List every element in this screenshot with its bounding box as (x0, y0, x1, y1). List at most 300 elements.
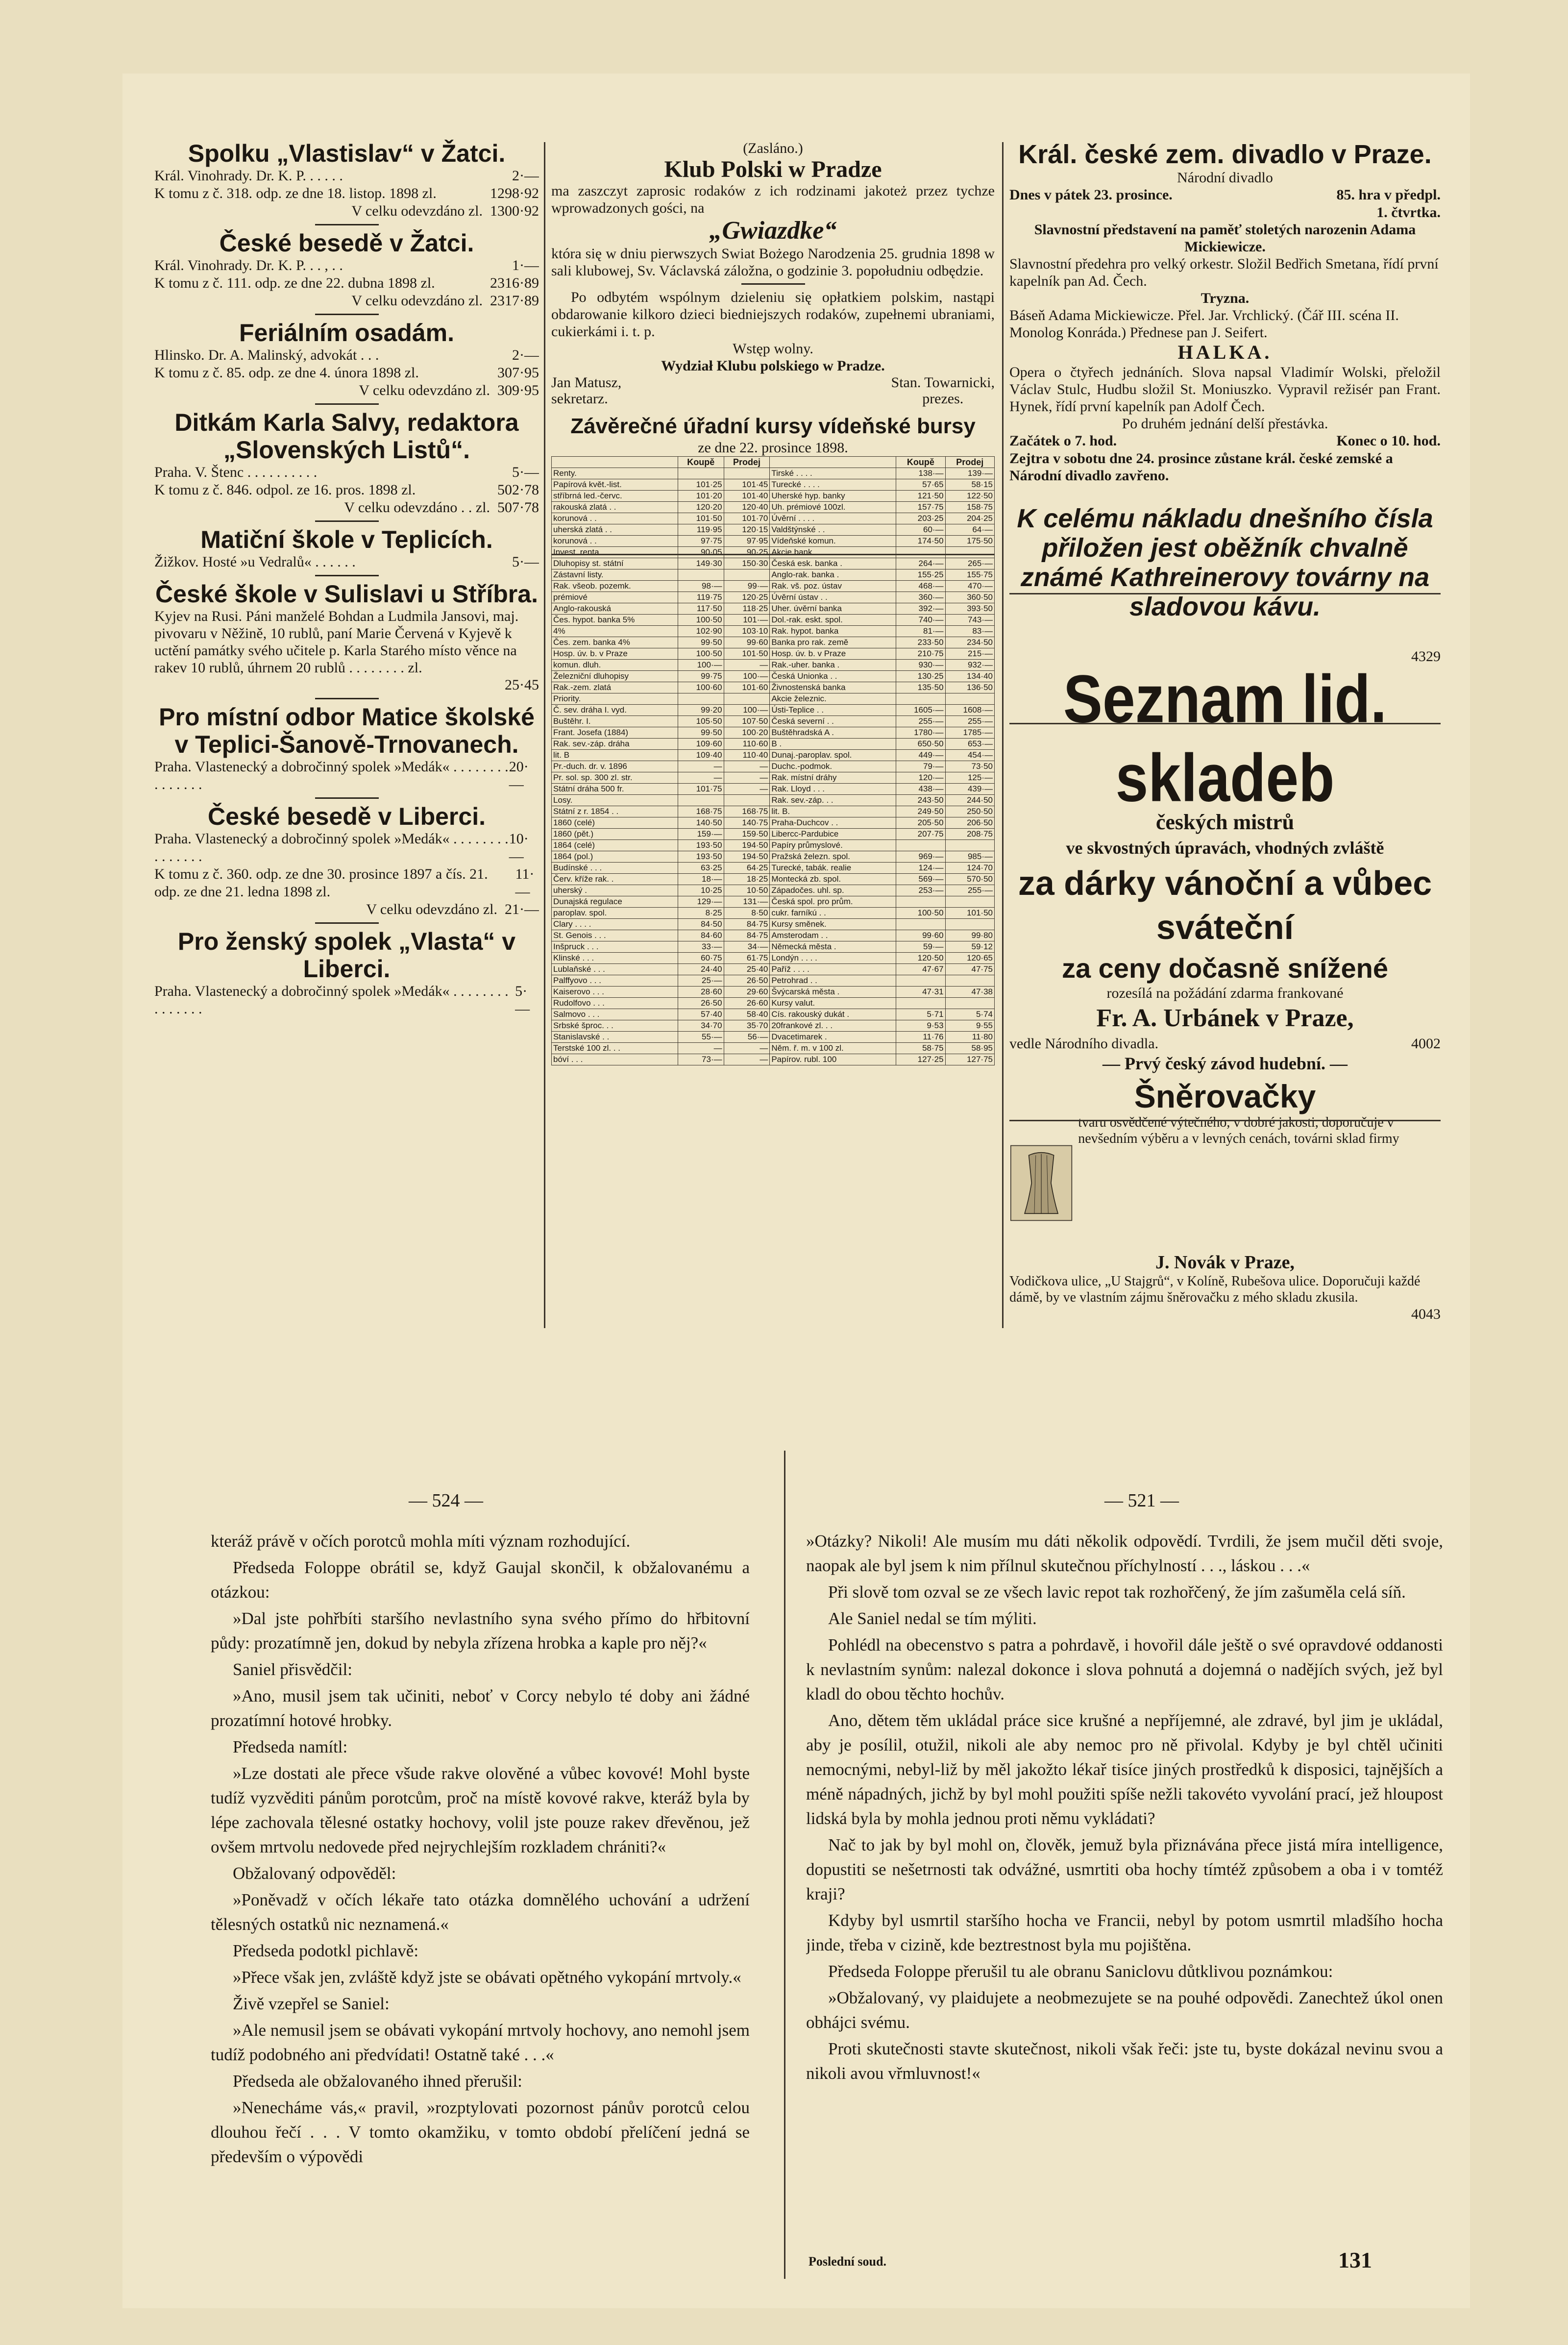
table-cell-value: 120·20 (678, 502, 724, 513)
table-row (552, 1043, 995, 1054)
zaslano-label: (Zasláno.) (743, 140, 803, 156)
table-cell-value: 159·50 (724, 829, 770, 840)
table-cell-value: 81·— (896, 626, 945, 637)
table-cell-value (678, 795, 724, 806)
table-cell-value: 969·— (896, 851, 945, 863)
urbanek-address: vedle Národního divadla. 4002 (1009, 1036, 1441, 1052)
section-title: Spolku „Vlastislav“ v Žatci. (188, 140, 506, 167)
table-cell-value: 1605·— (896, 705, 945, 716)
table-cell-label: Česká severní . . (770, 716, 896, 727)
table-cell-label: Libercc-Pardubice (770, 829, 896, 840)
donation-section (154, 703, 539, 799)
table-cell-label: Čes. hypot. banka 5% (552, 615, 678, 626)
table-cell-label: Kursy směnek. (770, 919, 896, 930)
table-cell-value: 175·50 (945, 536, 994, 547)
table-cell-value: 73·50 (945, 761, 994, 772)
story-paragraph: Ale Saniel nedal se tím mýliti. (828, 1609, 1037, 1628)
table-cell-label: Česká esk. banka . (770, 558, 896, 569)
table-cell-label: Inšpruck . . . (552, 941, 678, 953)
closure-note: Zejtra v sobotu dne 24. prosince zůstane král. české zemské a Národní divadlo zavřeno. (1009, 450, 1393, 484)
table-cell-label: Salmovo . . . (552, 1009, 678, 1020)
seznam-send: rozesílá na požádání zdarma frankované (1106, 985, 1344, 1001)
snerovacky-text: tvaru osvědčené výtečného, v dobré jakosti, doporučuje v nevšedním výběru a v levných cenách, továrni sklad firmy (1078, 1115, 1399, 1146)
donation-row: Praha. V. Štenc . . . . . . . . . . 5·— (154, 464, 539, 480)
table-cell-label: Živnostenská banka (770, 682, 896, 693)
table-cell-value: 150·30 (724, 558, 770, 569)
story-paragraph: Živě vzepřel se Saniel: (233, 1994, 390, 2013)
halka-text: Opera o čtyřech jednáních. Slova napsal Vladimír Wolski, přeložil Václav Stulc, Hudbu složil St. Moniuszko. Vypravil režisér pan Frant. Hynek, řídí první kapelník pan Adolf Čech. (1009, 364, 1441, 415)
bursy-title: Závěrečné úřadní kursy vídeňské bursy (570, 414, 976, 438)
table-cell-label: Montecká zb. spol. (770, 874, 896, 885)
donation-section (154, 803, 539, 924)
donation-row: Praha. Vlastenecký a dobročinný spolek »Medák« . . . . . . . . . . . . . . . 5·— (154, 983, 530, 1017)
table-cell-label: Švýcarská města . (770, 987, 896, 998)
total-row: V celku odevzdáno zl. 1300·92 (351, 203, 539, 219)
divider (1009, 1120, 1441, 1121)
table-cell-value: 99·50 (678, 637, 724, 648)
table-cell-label: Clary . . . . (552, 919, 678, 930)
table-cell-value: 360·50 (945, 592, 994, 603)
table-cell-label: Dluhopisy st. státní (552, 558, 678, 569)
table-cell-value: 157·75 (896, 502, 945, 513)
story-paragraph: Proti skutečnosti stavte skutečnost, nikoli však řeči: jste tu, byste dokázal nevinu svou a nikoli avou vřmluvnost!« (806, 2039, 1443, 2083)
table-cell-value: 205·50 (896, 817, 945, 829)
story-paragraph: »Dal jste pohřbíti staršího nevlastního syna svého přímo do hřbitovní půdy: prozatímně jen, dokud by nebyla zřízena hrobka a kaple pro něj?« (211, 1609, 750, 1653)
theatre-overture: Slavnostní předehra pro velký orkestr. Složil Bedřich Smetana, řídí první kapelník pan Ad. Čech. (1009, 256, 1439, 289)
table-cell-value: 253·— (896, 885, 945, 896)
table-cell-value: 1608·— (945, 705, 994, 716)
table-cell-label: rakouská zlatá . . (552, 502, 678, 513)
table-row (552, 829, 995, 840)
table-cell-value: 101·70 (724, 513, 770, 524)
table-cell-label: Tirské . . . . (770, 468, 896, 479)
table-cell-value: — (724, 761, 770, 772)
table-cell-value: 117·50 (678, 603, 724, 615)
table-cell-value: 101·75 (678, 784, 724, 795)
table-cell-label: Červ. kříže rak. . (552, 874, 678, 885)
table-cell-value: 101·20 (678, 491, 724, 502)
story-paragraph: »Přece však jen, zvláště když jste se obávati opětného vykopání mrtvoly.« (233, 1968, 741, 1987)
story-paragraph: »Obžalovaný, vy plaidujete a neobmezujete se na pouhé odpovědi. Zanechtež úkol onen obhájci svému. (806, 1988, 1443, 2032)
table-cell-value: 130·25 (896, 671, 945, 682)
donations-column (154, 140, 539, 1267)
table-row (552, 964, 995, 975)
table-cell-value: 97·95 (724, 536, 770, 547)
table-cell-label: Hosp. úv. b. v Praze (552, 648, 678, 660)
table-cell-value: 58·75 (896, 1043, 945, 1054)
story-paragraph: Předseda ale obžalovaného ihned přerušil: (233, 2072, 522, 2091)
section-title: Pro ženský spolek „Vlasta“ v Liberci. (177, 928, 516, 983)
total-row: V celku odevzdáno . . zl. 507·78 (344, 499, 539, 516)
table-row (552, 1032, 995, 1043)
section-title: České škole v Sulislavi u Stříbra. (155, 580, 538, 608)
table-row (552, 941, 995, 953)
ad-number: 4043 (1411, 1306, 1441, 1322)
table-row (552, 953, 995, 964)
table-cell-label: Palffyovo . . . (552, 975, 678, 987)
donation-row: Praha. Vlastenecký a dobročinný spolek »Medák« . . . . . . . . . . . . . . . 20·— (154, 759, 529, 792)
total-row: V celku odevzdáno zl. 21·— (366, 901, 539, 917)
table-cell-value: 99·60 (896, 930, 945, 941)
table-cell-value: 393·50 (945, 603, 994, 615)
donation-section (154, 229, 539, 315)
table-cell-value: 57·65 (896, 479, 945, 491)
table-cell-value (896, 840, 945, 851)
table-cell-value: 127·75 (945, 1054, 994, 1065)
table-cell-label: 1860 (celé) (552, 817, 678, 829)
table-cell-label: Dunaj.-paroplav. spol. (770, 750, 896, 761)
footer-page-number: 131 (1338, 2247, 1372, 2272)
table-cell-value: 100·— (724, 705, 770, 716)
table-cell-label: Turecké, tabák. realie (770, 863, 896, 874)
seznam-prices: za ceny dočasně snížené (1061, 953, 1389, 984)
table-row (552, 1009, 995, 1020)
page-number-left: — 524 — (409, 1490, 483, 1511)
table-cell-value: 110·40 (724, 750, 770, 761)
table-cell-value: 124·— (896, 863, 945, 874)
table-cell-value: 255·— (896, 716, 945, 727)
table-cell-label: Úvěrní ústav . . (770, 592, 896, 603)
table-cell-label: 1860 (pět.) (552, 829, 678, 840)
table-cell-value: 73·— (678, 1054, 724, 1065)
urbanek-slogan: — Prvý český závod hudební. — (1102, 1054, 1348, 1073)
separator (315, 520, 379, 522)
table-cell-label: Železniční dluhopisy (552, 671, 678, 682)
table-row (552, 739, 995, 750)
story-paragraph: Saniel přisvědčil: (233, 1660, 352, 1679)
table-row (552, 795, 995, 806)
table-cell-value: 119·95 (678, 524, 724, 536)
table-cell-value: 101·25 (678, 479, 724, 491)
separator (741, 283, 805, 285)
table-cell-label: korunová . . (552, 513, 678, 524)
table-cell-value: — (678, 1043, 724, 1054)
table-cell-value: 215·— (945, 648, 994, 660)
table-cell-value: 203·25 (896, 513, 945, 524)
bursy-date: ze dne 22. prosince 1898. (698, 440, 848, 456)
club-date: która się w dniu pierwszych Swiat Bożego Narodzenia 25. grudnia 1898 w sali klubowej, Sv. Václavská záložna, o godzinie 3. popołudniu odbędzie. (551, 246, 995, 279)
table-cell-label: Akcie železnic. (770, 693, 896, 705)
column-rule (1002, 142, 1004, 1328)
table-cell-label: Vídeňské komun. (770, 536, 896, 547)
table-cell-label: Stanislavské . . (552, 1032, 678, 1043)
table-cell-label: Dvacetimarek . (770, 1032, 896, 1043)
table-row (552, 761, 995, 772)
table-cell-value: 930·— (896, 660, 945, 671)
table-cell-value: 26·50 (678, 998, 724, 1009)
table-cell-value: 99·— (724, 581, 770, 592)
table-cell-label: 20frankové zl. . . (770, 1020, 896, 1032)
table-row (552, 806, 995, 817)
table-cell-value (896, 896, 945, 908)
table-cell-value: 120·65 (945, 953, 994, 964)
table-cell-value: 33·— (678, 941, 724, 953)
divider (1009, 593, 1441, 594)
table-row (552, 998, 995, 1009)
table-cell-value: 102·90 (678, 626, 724, 637)
table-cell-value: 109·60 (678, 739, 724, 750)
table-cell-value: 63·25 (678, 863, 724, 874)
table-cell-label: Rak.-zem. zlatá (552, 682, 678, 693)
separator (315, 698, 379, 699)
table-row (552, 727, 995, 739)
table-cell-value: — (724, 660, 770, 671)
table-cell-value (945, 840, 994, 851)
story-paragraph: »Otázky? Nikoli! Ale musím mu dáti několik odpovědí. Tvrdili, že jsem mučil děti svoje, naopak ale byl jsem k nim přílnul skutečnou příchylností . . ., láskou . . .« (806, 1531, 1443, 1575)
table-cell-value: 244·50 (945, 795, 994, 806)
table-cell-label: 1864 (celé) (552, 840, 678, 851)
gwiazdka-title: „Gwiazdke“ (709, 217, 837, 245)
table-cell-label: Západočes. uhl. sp. (770, 885, 896, 896)
table-cell-label: Srbské šproc. . . (552, 1020, 678, 1032)
table-cell-value: 101·40 (724, 491, 770, 502)
table-cell-label: Rak. místní dráhy (770, 772, 896, 784)
theatre-occasion: Slavnostní představení na paměť stoletých narozenin Adama Mickiewicze. (1034, 222, 1416, 255)
table-row (552, 682, 995, 693)
table-cell-value: 101·60 (724, 682, 770, 693)
table-cell-value: 1785·— (945, 727, 994, 739)
table-cell-value: 110·60 (724, 739, 770, 750)
table-cell-value: 109·40 (678, 750, 724, 761)
donation-row: Praha. Vlastenecký a dobročinný spolek »Medák« . . . . . . . . . . . . . . . 10·— (154, 831, 529, 864)
table-cell-value (945, 547, 994, 558)
divider (551, 554, 995, 555)
donation-section (154, 319, 539, 405)
section-title: České besedě v Liberci. (208, 803, 486, 830)
table-cell-label: korunová . . (552, 536, 678, 547)
intermission: Po druhém jednání delší přestávka. (1122, 416, 1328, 432)
table-cell-value: — (678, 772, 724, 784)
table-cell-label: Pr.-duch. dr. v. 1896 (552, 761, 678, 772)
theatre-ctvrtka: 1. čtvrtka. (1376, 204, 1441, 221)
table-cell-value (896, 693, 945, 705)
table-row (552, 919, 995, 930)
table-cell-value: 234·50 (945, 637, 994, 648)
table-header: Koupě Prodej Koupě Prodej (552, 457, 995, 468)
table-cell-value (896, 547, 945, 558)
table-row (552, 817, 995, 829)
table-cell-value: 57·40 (678, 1009, 724, 1020)
table-row (552, 513, 995, 524)
table-cell-value: 59·— (896, 941, 945, 953)
story-paragraph: Předseda podotkl pichlavě: (233, 1941, 419, 1960)
table-cell-value (896, 998, 945, 1009)
table-row (552, 558, 995, 569)
table-cell-value: 127·25 (896, 1054, 945, 1065)
table-cell-value: 139·— (945, 468, 994, 479)
table-row (552, 1020, 995, 1032)
table-cell-value: 26·60 (724, 998, 770, 1009)
table-cell-value: 8·25 (678, 908, 724, 919)
page-number-right: — 521 — (1104, 1490, 1179, 1511)
novak-name: J. Novák v Praze, (1155, 1252, 1295, 1273)
table-cell-value: 194·50 (724, 840, 770, 851)
table-row (552, 784, 995, 795)
table-cell-label: Německá města . (770, 941, 896, 953)
separator (315, 403, 379, 405)
table-cell-value: 29·60 (724, 987, 770, 998)
donation-text: Kyjev na Rusi. Páni manželé Bohdan a Ludmila Jansovi, maj. pivovaru v Něžině, 10 rublů, paní Marie Červená v Kyjevě k uctění památky svého učitele p. Karla Starého místo věnce na rakev 10 rublů, úhrnem 20 rublů . . . . . . . . zl. (154, 608, 519, 676)
table-row (552, 648, 995, 660)
table-cell-value: 155·75 (945, 569, 994, 581)
table-cell-value (724, 795, 770, 806)
table-cell-label: cukr. farníkú . . (770, 908, 896, 919)
middle-column (551, 140, 995, 1326)
table-row (552, 547, 995, 558)
table-cell-value: 118·25 (724, 603, 770, 615)
table-cell-value: 193·50 (678, 840, 724, 851)
table-cell-label: Zástavní listy. (552, 569, 678, 581)
table-cell-value: 101·50 (945, 908, 994, 919)
table-cell-value: 55·— (678, 1032, 724, 1043)
club-invite: ma zaszczyt zaprosic rodaków z ich rodzinami jakoteż przez tychze wprowadzonych gości, na (551, 183, 995, 216)
table-cell-label: 1864 (pol.) (552, 851, 678, 863)
table-cell-label: B . (770, 739, 896, 750)
table-cell-value: 11·76 (896, 1032, 945, 1043)
table-cell-value (896, 975, 945, 987)
seznam-sub: českých mistrů (1155, 810, 1295, 834)
table-row (552, 693, 995, 705)
seznam-title: Seznam lid. skladeb (1063, 661, 1387, 816)
table-cell-value: 122·50 (945, 491, 994, 502)
table-cell-value: 233·50 (896, 637, 945, 648)
table-cell-label: Valdštýnské . . (770, 524, 896, 536)
table-cell-value: 100·20 (724, 727, 770, 739)
table-cell-label: stříbrná led.-červc. (552, 491, 678, 502)
story-paragraph: »Lze dostati ale přece všude rakve olověné a vůbec kovové! Mohl byste tudíž vyzvěditi pánům porotcům, proč na místě kovové rakve, kteráž byla by lépe zachovala tělesné ostatky hochovy, volil jste pouze rakev dřevěnou, jež ovšem mrtvolu nedovede před nejrychlejším rozkladem chrániti?« (211, 1764, 750, 1856)
donation-row: K tomu z č. 111. odp. ze dne 22. dubna 1898 zl. 2316·89 (154, 275, 539, 291)
table-row (552, 468, 995, 479)
table-cell-value: 24·40 (678, 964, 724, 975)
story-paragraph: kteráž právě v očích porotců mohla míti význam rozhodující. (211, 1531, 631, 1551)
table-cell-value: 84·60 (678, 930, 724, 941)
table-cell-value: 83·— (945, 626, 994, 637)
table-cell-value: 208·75 (945, 829, 994, 840)
table-cell-label: uherský . (552, 885, 678, 896)
story-paragraph: Ano, dětem těm ukládal práce sice krušné a nepříjemné, ale zdravé, byl jim je ukládal, aby je posílil, otužil, nikoli ale aby nemoc pro ně přivolal. Kdyby je byl chtěl učiniti nemocnými, nebyl-liž by měl jakožto lékař tisíce jiných prostředků k disposici, tajnějších a méně nápadných, jichž by byl mohl použiti spíše nežli takovéto vyvolání prací, jež hloupost lidská byla by mohla jednou proti němu vykládati? (806, 1711, 1443, 1828)
table-row (552, 569, 995, 581)
table-cell-value: 140·75 (724, 817, 770, 829)
table-cell-value: 1780·— (896, 727, 945, 739)
seznam-text: ve skvostných úpravách, vhodných zvláště (1066, 838, 1384, 858)
table-cell-value: 135·50 (896, 682, 945, 693)
table-cell-value: 47·75 (945, 964, 994, 975)
table-cell-value: 8·50 (724, 908, 770, 919)
table-cell-label: Lublaňské . . . (552, 964, 678, 975)
corset-icon (1009, 1114, 1073, 1252)
table-cell-value: 650·50 (896, 739, 945, 750)
table-cell-label: Pražská železn. spol. (770, 851, 896, 863)
table-cell-value: 100·60 (678, 682, 724, 693)
table-cell-label: Státní z r. 1854 . . (552, 806, 678, 817)
table-row (552, 524, 995, 536)
table-cell-label: Paříž . . . . (770, 964, 896, 975)
table-cell-value: 25·— (678, 975, 724, 987)
table-row (552, 987, 995, 998)
table-cell-value: 653·— (945, 739, 994, 750)
donation-row: Král. Vinohrady. Dr. K. P. . . , . . 1·— (154, 257, 539, 273)
table-cell-value: 985·— (945, 851, 994, 863)
time-row: Začátek o 7. hod. Konec o 10. hod. (1009, 433, 1441, 449)
table-cell-label: Praha-Duchcov . . (770, 817, 896, 829)
story-paragraph: Předseda Foloppe obrátil se, když Gaujal skončil, k obžalovanému a otázkou: (211, 1558, 750, 1602)
table-row (552, 930, 995, 941)
separator (315, 224, 379, 225)
table-cell-value: 99·50 (678, 727, 724, 739)
table-cell-label: Rak.-uher. banka . (770, 660, 896, 671)
table-cell-label: Klinské . . . (552, 953, 678, 964)
club-program: Po odbytém wspólnym dzieleniu się opłatkiem polskim, nastąpi obdarowanie kilkoro dzieci biedniejszych rodaków, zupełnemi ubraniami, cukierkámi i. t. p. (551, 289, 995, 340)
table-cell-value: 129·— (678, 896, 724, 908)
table-cell-value: 134·40 (945, 671, 994, 682)
table-cell-label: Anglo-rak. banka . (770, 569, 896, 581)
exchange-table-body (552, 468, 995, 1065)
table-cell-value: 120·— (896, 772, 945, 784)
story-paragraph: Obžalovaný odpověděl: (233, 1864, 396, 1883)
table-cell-value: 28·60 (678, 987, 724, 998)
table-cell-label: uherská zlatá . . (552, 524, 678, 536)
table-cell-label: Ústi-Teplice . . (770, 705, 896, 716)
table-cell-value: 249·50 (896, 806, 945, 817)
table-cell-label: Rak. všeob. pozemk. (552, 581, 678, 592)
table-cell-label: Amsterodam . . (770, 930, 896, 941)
right-column (1009, 140, 1441, 1326)
table-cell-value (724, 468, 770, 479)
total-row: V celku odevzdáno zl. 2317·89 (351, 293, 539, 309)
table-row (552, 885, 995, 896)
table-cell-label: Pr. sol. sp. 300 zl. str. (552, 772, 678, 784)
table-cell-value: 99·20 (678, 705, 724, 716)
table-cell-value: 47·38 (945, 987, 994, 998)
table-cell-value (945, 998, 994, 1009)
table-cell-value: 255·— (945, 885, 994, 896)
table-cell-label: Petrohrad . . (770, 975, 896, 987)
donation-row: Hlinsko. Dr. A. Malinský, advokát . . . 2·— (154, 347, 539, 363)
table-cell-value: 47·31 (896, 987, 945, 998)
table-cell-label: Banka pro rak. země (770, 637, 896, 648)
table-cell-value: 250·50 (945, 806, 994, 817)
tryzna-title: Tryzna. (1200, 290, 1250, 306)
section-title: Feriálním osadám. (239, 319, 455, 346)
table-cell-value: 470·— (945, 581, 994, 592)
tryzna-text: Báseň Adama Mickiewicze. Přel. Jar. Vrchlický. (Čář III. scéna II. Monolog Konráda.) Přednese pan J. Seifert. (1009, 307, 1399, 341)
table-row (552, 491, 995, 502)
table-cell-value: 194·50 (724, 851, 770, 863)
table-cell-label: Anglo-rakouská (552, 603, 678, 615)
table-cell-value: 56·— (724, 1032, 770, 1043)
donation-row: Žižkov. Hosté »u Vedralů« . . . . . . 5·— (154, 554, 539, 570)
table-cell-label: lit. B (552, 750, 678, 761)
table-cell-value: 59·12 (945, 941, 994, 953)
table-cell-value: 84·75 (724, 919, 770, 930)
table-cell-label: Uherské hyp. banky (770, 491, 896, 502)
table-cell-value: 140·50 (678, 817, 724, 829)
table-cell-label: Akcie bank. (770, 547, 896, 558)
story-paragraph: »Ano, musil jsem tak učiniti, neboť v Corcy nebylo té doby ani žádné prozatímní hotové hrobky. (211, 1686, 750, 1730)
table-cell-label: Papírová květ.-list. (552, 479, 678, 491)
table-cell-value: 468·— (896, 581, 945, 592)
table-row (552, 874, 995, 885)
table-cell-label: Česká spol. pro prům. (770, 896, 896, 908)
table-cell-value: 174·50 (896, 536, 945, 547)
table-cell-value: 120·25 (724, 592, 770, 603)
table-row (552, 896, 995, 908)
club-title: Klub Polski w Pradze (664, 156, 882, 182)
donation-row: K tomu z č. 846. odpol. ze 16. pros. 1898 zl. 502·78 (154, 482, 539, 498)
table-cell-label: Losy. (552, 795, 678, 806)
table-cell-value (724, 569, 770, 581)
table-cell-value: 932·— (945, 660, 994, 671)
